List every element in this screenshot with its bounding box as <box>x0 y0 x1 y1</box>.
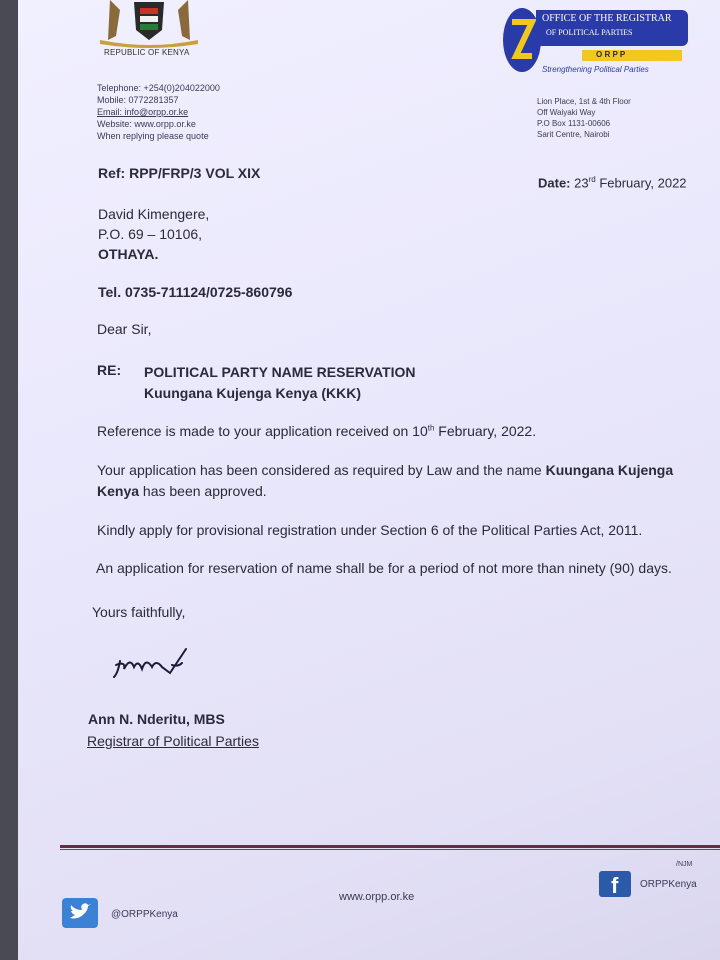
address-line: Sarit Centre, Nairobi <box>537 130 610 139</box>
country-name: REPUBLIC OF KENYA <box>104 48 190 57</box>
paragraph-period: An application for reservation of name shall be for a period of not more than ninety (90) days. <box>96 560 672 576</box>
facebook-handle[interactable]: ORPPKenya <box>640 879 697 890</box>
subject-line2: Kuungana Kujenga Kenya (KKK) <box>144 385 362 401</box>
office-title-line2: OF POLITICAL PARTIES <box>546 28 633 37</box>
office-tagline: Strengthening Political Parties <box>542 65 649 74</box>
twitter-icon[interactable] <box>62 898 98 928</box>
recipient-name: David Kimengere, <box>98 206 210 222</box>
letter-date <box>538 175 687 190</box>
address-line: P.O Box 1131-00606 <box>537 119 611 128</box>
recipient-box: P.O. 69 – 10106, <box>98 226 203 242</box>
office-title-line1: OFFICE OF THE REGISTRAR <box>542 13 672 24</box>
twitter-handle[interactable]: @ORPPKenya <box>111 909 178 920</box>
date-day: 23 <box>574 175 589 191</box>
paragraph-provisional: Kindly apply for provisional registration under Section 6 of the Political Parties Act, 2011. <box>97 522 643 538</box>
date-suffix: rd <box>588 175 596 184</box>
recipient-address <box>98 204 209 264</box>
paragraph-approval: Your application has been considered as required by Law and the name Kuungana Kujenga Kenya has been approved. <box>97 462 674 499</box>
footer-divider-thin <box>60 849 720 850</box>
reference-number: Ref: RPP/FRP/3 VOL XIX <box>98 165 261 181</box>
contact-telephone: Telephone: +254(0)204022000 <box>97 83 220 93</box>
contact-mobile: Mobile: 0772281357 <box>97 95 179 105</box>
footer-divider <box>60 845 720 848</box>
signatory-title: Registrar of Political Parties <box>87 733 259 749</box>
closing: Yours faithfully, <box>92 604 186 620</box>
subject-line1: POLITICAL PARTY NAME RESERVATION <box>144 364 416 380</box>
office-address <box>537 96 631 140</box>
recipient-telephone: Tel. 0735-711124/0725-860796 <box>98 284 293 300</box>
orpp-logo <box>500 4 695 79</box>
contact-website: Website: www.orpp.or.ke <box>97 119 196 129</box>
address-line: Lion Place, 1st & 4th Floor <box>537 97 631 106</box>
paragraph-reference: Reference is made to your application received on 10th February, 2022. <box>97 423 537 439</box>
office-abbreviation: O R P P <box>596 50 626 59</box>
facebook-icon[interactable]: f <box>599 871 631 897</box>
date-label: Date: <box>538 175 575 191</box>
date-rest: February, 2022 <box>595 175 687 191</box>
signatory-name: Ann N. Nderitu, MBS <box>88 711 225 727</box>
contact-block <box>97 82 220 142</box>
salutation: Dear Sir, <box>97 321 152 337</box>
contact-email: Email: info@orpp.or.ke <box>97 107 189 117</box>
subject-label: RE: <box>97 362 122 378</box>
handwritten-signature <box>112 643 202 683</box>
document-initials: /NJM <box>676 861 693 868</box>
footer-website[interactable]: www.orpp.or.ke <box>339 891 415 903</box>
recipient-town: OTHAYA. <box>98 246 159 262</box>
coat-of-arms-emblem <box>90 0 208 48</box>
contact-quote-note: When replying please quote <box>97 131 209 141</box>
address-line: Off Waiyaki Way <box>537 108 596 117</box>
